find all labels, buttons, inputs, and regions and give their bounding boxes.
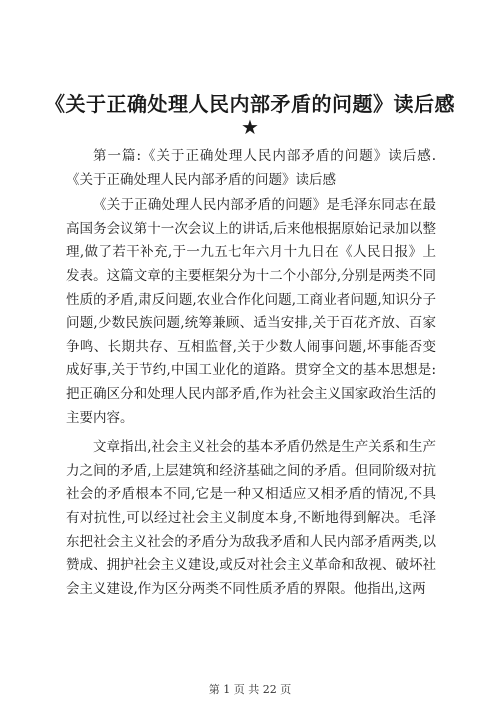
document-body [66,145,436,601]
paragraph-analysis: 文章指出,社会主义社会的基本矛盾仍然是生产关系和生产力之间的矛盾,上层建筑和经济基础之间的矛盾。但同阶级对抗社会的矛盾根本不同,它是一种又相适应又相矛盾的情况,不具有对抗性,可以经过社会主义制度本身,不断地得到解决。毛泽东把社会主义社会的矛盾分为敌我矛盾和人民内部矛盾两类,以赞成、拥护社会主义建设,或反对社会主义革命和敌视、破坏社会主义建设,作为区分两类不同性质矛盾的界限。他指出,这两 [66,439,436,597]
page-footer: 第 1 页 共 22 页 [208,683,292,696]
paragraph-intro: 《关于正确处理人民内部矛盾的问题》是毛泽东同志在最高国务会议第十一次会议上的讲话,后来他根据原始记录加以整理,做了若干补充,于一九五七年六月十九日在《人民日报》上发表。这篇文章的主要框架分为十二个小部分,分别是两类不同性质的矛盾,肃反问题,农业合作化问题,工商业者问题,知识分子问题,少数民族问题,统筹兼顾、适当安排,关于百花齐放、百家争鸣、长期共存、互相监督,关于少数人闹事问题,坏事能否变成好事,关于节约,中国工业化的道路。贯穿全文的基本思想是:把正确区分和处理人民内部矛盾,作为社会主义国家政治生活的主要内容。 [66,197,436,426]
star-icon: ★ [241,115,259,139]
document-title: 《关于正确处理人民内部矛盾的问题》读后感 [45,92,455,116]
paragraph-heading: 第一篇:《关于正确处理人民内部矛盾的问题》读后感.《关于正确处理人民内部矛盾的问题》读后感 [66,148,436,188]
